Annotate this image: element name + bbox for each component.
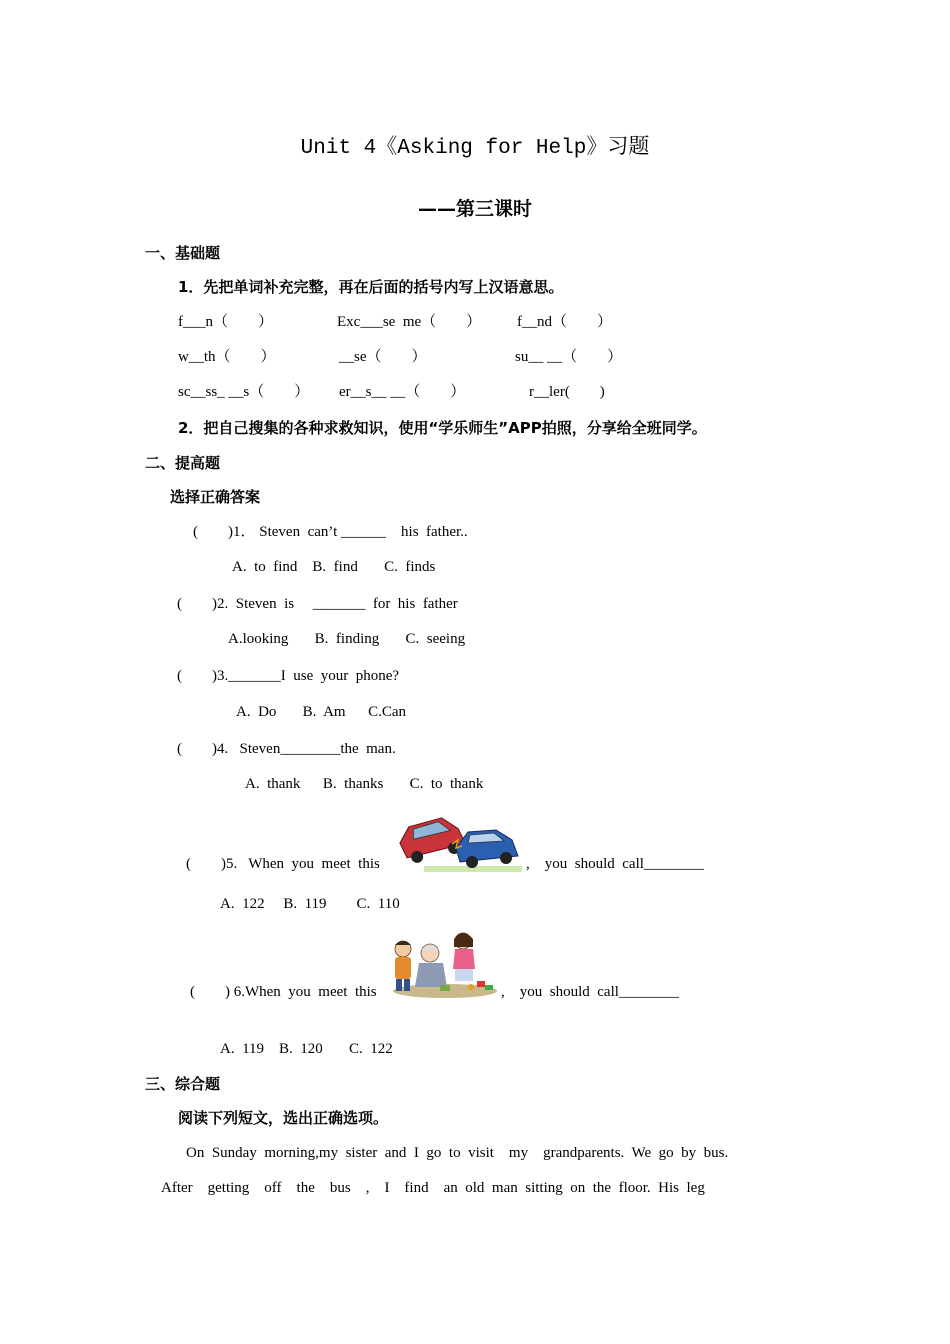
mc-options-1: A. to find B. find C. finds <box>232 559 436 575</box>
word-blank-1-3: f__nd（ ） <box>517 314 612 330</box>
mc-question-2: ( )2. Steven is _______ for his father <box>177 596 458 612</box>
word-blank-3-3: r__ler( ) <box>529 384 605 400</box>
mc-question-5-prefix: ( )5. When you meet this <box>186 856 380 872</box>
mc-options-6: A. 119 B. 120 C. 122 <box>220 1041 393 1057</box>
section-1-heading: 一、基础题 <box>145 244 221 262</box>
reading-paragraph-line-1: On Sunday morning,my sister and I go to visit my grandparents. We go by bus. <box>186 1145 729 1161</box>
word-blank-1-2: Exc___se me（ ） <box>337 314 482 330</box>
document-subtitle: ——第三课时 <box>417 198 532 220</box>
section-2-heading: 二、提高题 <box>145 454 221 472</box>
word-blank-3-1: sc__ss_ __s（ ） <box>178 384 310 400</box>
word-blank-2-3: su__ __（ ） <box>515 349 623 365</box>
document-title: Unit 4《Asking for Help》习题 <box>300 137 650 160</box>
word-blank-2-1: w__th（ ） <box>178 349 276 365</box>
mc-question-4: ( )4. Steven________the man. <box>177 741 396 757</box>
mc-options-5: A. 122 B. 119 C. 110 <box>220 896 400 912</box>
mc-options-4: A. thank B. thanks C. to thank <box>245 776 484 792</box>
car-crash-illustration <box>394 810 524 872</box>
section-1-question-1: 1．先把单词补充完整，再在后面的括号内写上汉语意思。 <box>178 278 564 296</box>
section-3-heading: 三、综合题 <box>145 1075 221 1093</box>
mc-options-2: A.looking B. finding C. seeing <box>228 631 466 647</box>
word-blank-3-2: er__s__ __（ ） <box>339 384 466 400</box>
word-blank-1-1: f___n（ ） <box>178 314 273 330</box>
section-3-subheading: 阅读下列短文，选出正确选项。 <box>178 1109 389 1127</box>
section-2-subheading: 选择正确答案 <box>170 488 261 506</box>
mc-question-5-suffix: , you should call________ <box>526 856 704 872</box>
helping-elderly-illustration <box>385 925 497 998</box>
mc-question-1: ( )1． Steven can’t ______ his father.. <box>193 524 468 540</box>
mc-question-3: ( )3._______I use your phone? <box>177 668 400 684</box>
mc-question-6-suffix: , you should call________ <box>501 984 679 1000</box>
section-1-question-2: 2．把自己搜集的各种求救知识，使用“学乐师生”APP拍照，分享给全班同学。 <box>178 419 707 437</box>
reading-paragraph-line-2: After getting off the bus , I find an old man sitting on the floor. His leg <box>161 1180 705 1196</box>
word-blank-2-2: __se（ ） <box>339 349 427 365</box>
mc-options-3: A. Do B. Am C.Can <box>236 704 407 720</box>
mc-question-6-prefix: ( ) 6.When you meet this <box>190 984 377 1000</box>
